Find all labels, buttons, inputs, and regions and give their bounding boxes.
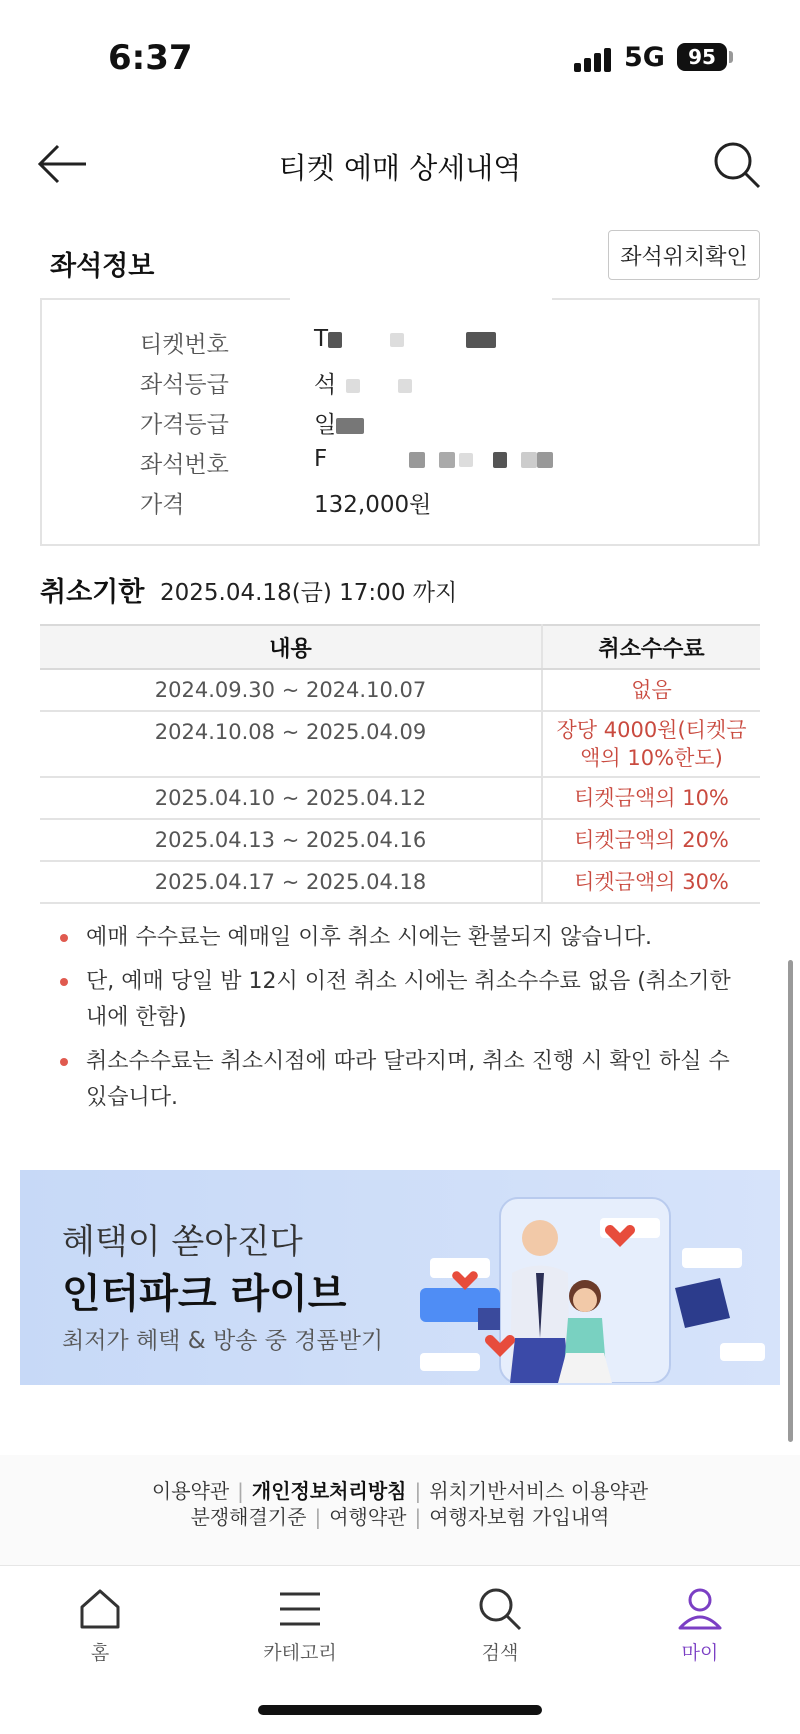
table-row [40, 711, 760, 777]
footer-link-insurance[interactable]: 여행자보험 가입내역 [429, 1505, 610, 1529]
footer-links-row-2: 분쟁해결기준 | 여행약관 | 여행자보험 가입내역 [190, 1505, 610, 1529]
table-row [40, 669, 760, 711]
seat-row-label: 가격 [140, 492, 185, 518]
seat-row-value: F [314, 446, 553, 472]
footer-link-travel-terms[interactable]: 여행약관 [329, 1505, 407, 1529]
seat-row-label: 티켓번호 [140, 332, 229, 358]
table-row [40, 777, 760, 819]
fee-cell: 티켓금액의 30% [542, 861, 760, 903]
seat-row-label: 가격등급 [140, 412, 229, 438]
period-cell: 2025.04.13 ~ 2025.04.16 [40, 819, 542, 861]
table-header-row [40, 625, 760, 669]
bullet-icon [60, 1058, 68, 1066]
page-title: 티켓 예매 상세내역 [278, 151, 522, 185]
seat-info-title: 좌석정보 [50, 251, 155, 282]
signal-icon [574, 46, 614, 72]
nav-category[interactable] [240, 1576, 360, 1686]
period-cell: 2025.04.17 ~ 2025.04.18 [40, 861, 542, 903]
seat-location-button[interactable]: 좌석위치확인 [608, 230, 760, 280]
home-icon [77, 1586, 123, 1632]
nav-home-label: 홈 [90, 1642, 110, 1664]
table-row [40, 861, 760, 903]
nav-my-label: 마이 [681, 1642, 719, 1664]
footer-link-terms[interactable]: 이용약관 [151, 1479, 230, 1503]
search-icon [477, 1586, 523, 1632]
footer-link-dispute[interactable]: 분쟁해결기준 [190, 1505, 307, 1529]
cancel-deadline-title: 취소기한 [40, 577, 145, 608]
list-item: 취소수수료는 취소시점에 따라 달라지며, 취소 진행 시 확인 하실 수 있습니다. [58, 1044, 738, 1116]
fee-cell: 장당 4000원(티켓금액의 10%한도) [542, 711, 760, 777]
nav-search-label: 검색 [481, 1642, 519, 1664]
status-time: 6:37 [108, 38, 193, 78]
seat-row-value: 석 [314, 366, 412, 399]
search-icon[interactable] [712, 140, 762, 190]
nav-my[interactable] [640, 1576, 760, 1686]
footer-links-row-1: 이용약관 | 개인정보처리방침 | 위치기반서비스 이용약관 [151, 1479, 649, 1503]
seat-row-label: 좌석등급 [140, 372, 229, 398]
footer-link-privacy[interactable]: 개인정보처리방침 [251, 1479, 407, 1503]
battery-icon: 95 [677, 43, 727, 71]
fee-cell: 티켓금액의 10% [542, 777, 760, 819]
user-icon [677, 1586, 723, 1632]
banner-headline: 혜택이 쏟아진다 [62, 1222, 303, 1262]
list-item: 단, 예매 당일 밤 12시 이전 취소 시에는 취소수수료 없음 (취소기한 내에 한함) [58, 964, 738, 1036]
battery-cap [729, 51, 733, 63]
cancel-deadline-date: 2025.04.18(금) 17:00 까지 [160, 580, 458, 606]
table-row [40, 819, 760, 861]
bullet-icon [60, 934, 68, 942]
banner-subtext: 최저가 혜택 & 방송 중 경품받기 [62, 1328, 384, 1354]
redaction-mask [290, 296, 552, 304]
cancel-fee-table [40, 624, 760, 904]
footer-link-location-terms[interactable]: 위치기반서비스 이용약관 [429, 1479, 649, 1503]
period-cell: 2025.04.10 ~ 2025.04.12 [40, 777, 542, 819]
nav-home[interactable] [40, 1576, 160, 1686]
column-header-fee: 취소수수료 [542, 625, 760, 669]
column-header-content: 내용 [40, 625, 542, 669]
nav-search[interactable] [440, 1576, 560, 1686]
cancel-notes [58, 920, 738, 1124]
banner-illustration [420, 1178, 780, 1383]
status-bar [0, 0, 800, 110]
menu-icon [277, 1586, 323, 1632]
seat-row-value: 일 [314, 406, 364, 439]
banner-brand: 인터파크 라이브 [62, 1271, 347, 1317]
nav-category-label: 카테고리 [263, 1642, 337, 1664]
page-header [0, 130, 800, 200]
seat-row-value: T [314, 326, 496, 352]
fee-cell: 티켓금액의 20% [542, 819, 760, 861]
list-item: 예매 수수료는 예매일 이후 취소 시에는 환불되지 않습니다. [58, 920, 738, 956]
period-cell: 2024.09.30 ~ 2024.10.07 [40, 669, 542, 711]
seat-row-label: 좌석번호 [140, 452, 229, 478]
seat-row-value: 132,000원 [314, 492, 432, 518]
fee-cell: 없음 [542, 669, 760, 711]
scrollbar[interactable] [788, 960, 793, 1442]
bullet-icon [60, 978, 68, 986]
footer [0, 1455, 800, 1565]
promo-banner[interactable] [20, 1170, 780, 1385]
period-cell: 2024.10.08 ~ 2025.04.09 [40, 711, 542, 777]
seat-info-box [40, 298, 760, 546]
home-indicator [258, 1705, 542, 1715]
network-type: 5G [624, 42, 665, 73]
